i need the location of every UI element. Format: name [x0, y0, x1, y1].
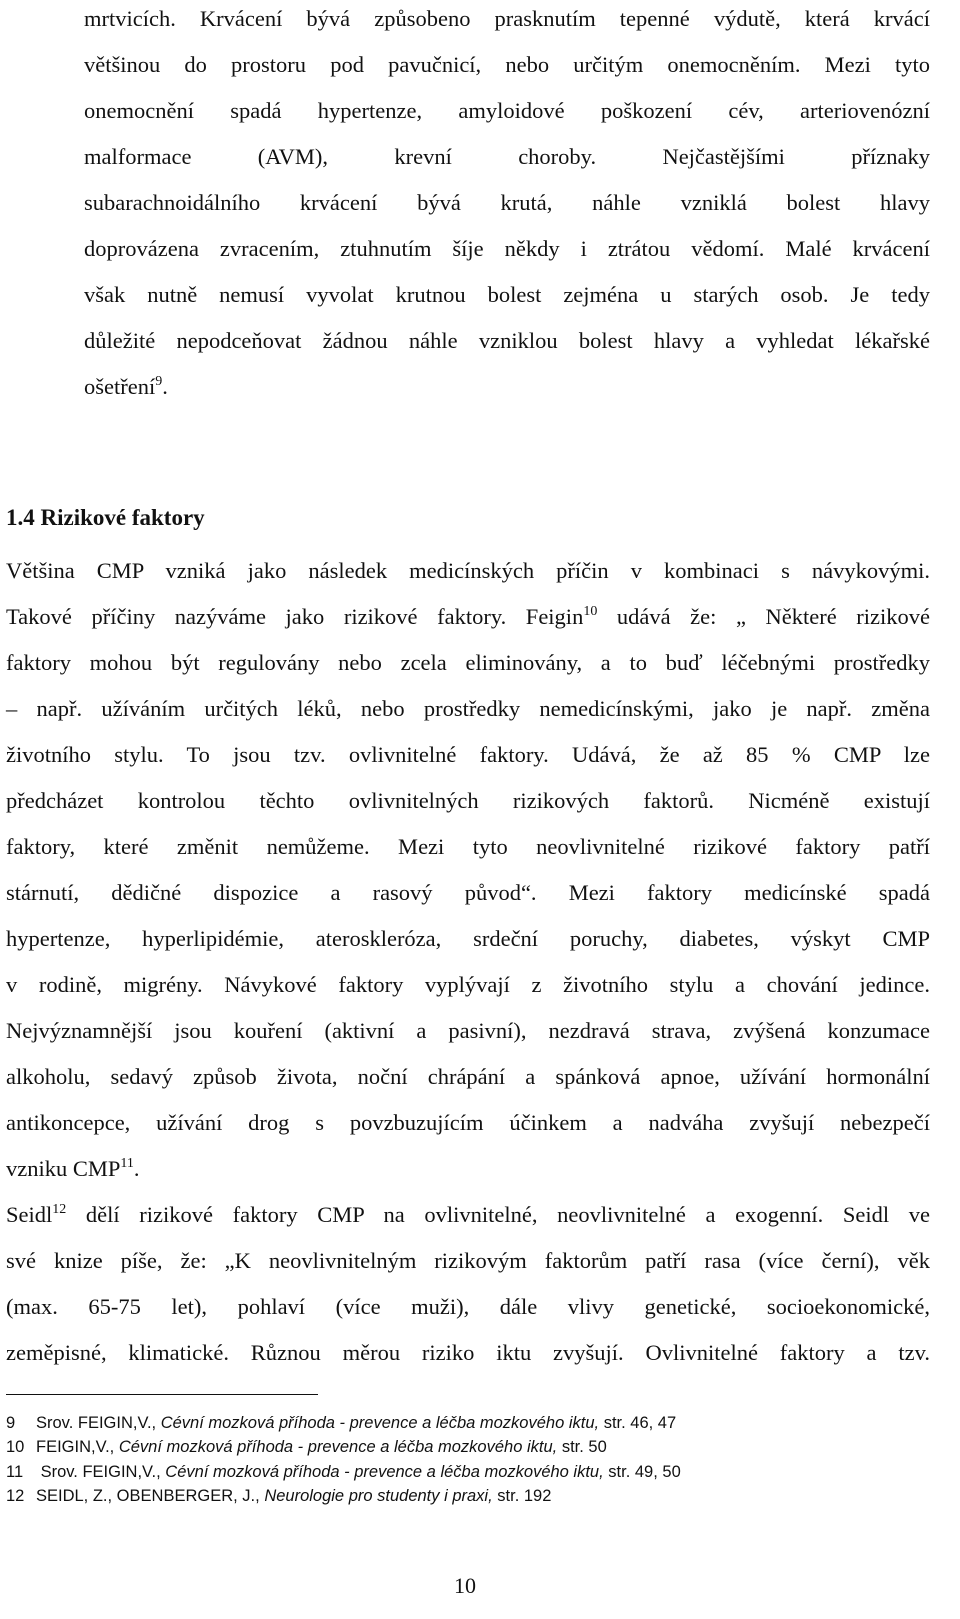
text-line: důležité nepodceňovat žádnou náhle vzniklou bolest hlavy a vyhledat lékařské	[84, 328, 930, 353]
text-line: – např. užíváním určitých léků, nebo prostředky nemedicínskými, jako je např. změna	[6, 696, 930, 721]
text-fragment: Seidl	[6, 1202, 53, 1227]
footnote-number: 11	[6, 1463, 24, 1481]
footnote-author: SEIDL, Z., OBENBERGER, J.,	[36, 1487, 265, 1505]
text-line	[6, 603, 930, 631]
text-fragment: .	[133, 1156, 140, 1181]
footnote-reference: 11	[120, 1156, 134, 1171]
text-line: v rodině, migrény. Návykové faktory vyplývají z životního stylu a chování jedince.	[6, 972, 930, 997]
footnote-reference: 10	[583, 604, 598, 619]
text-line: (max. 65-75 let), pohlaví (více muži), dále vlivy genetické, socioekonomické,	[6, 1294, 930, 1319]
footnote-author: FEIGIN,V.,	[36, 1438, 119, 1456]
text-line: antikoncepce, užívání drog s povzbuzujícím účinkem a nadváha zvyšují nebezpečí	[6, 1110, 930, 1135]
text-line: mrtvicích. Krvácení bývá způsobeno prasknutím tepenné výdutě, která krvácí	[84, 6, 930, 31]
text-line: zeměpisné, klimatické. Různou měrou riziko iktu zvyšují. Ovlivnitelné faktory a tzv.	[6, 1340, 930, 1365]
text-line: předcházet kontrolou těchto ovlivnitelných rizikových faktorů. Nicméně existují	[6, 788, 930, 813]
footnote-author: Srov. FEIGIN,V.,	[36, 1414, 161, 1432]
text-fragment: ošetření	[84, 374, 156, 399]
text-line: faktory mohou být regulovány nebo zcela eliminovány, a to buď léčebnými prostředky	[6, 650, 930, 675]
footnote	[6, 1437, 607, 1457]
text-line: faktory, které změnit nemůžeme. Mezi tyto neovlivnitelné rizikové faktory patří	[6, 834, 930, 859]
text-line: Nejvýznamnější jsou kouření (aktivní a pasivní), nezdravá strava, zvýšená konzumace	[6, 1018, 930, 1043]
text-line: Většina CMP vzniká jako následek medicínských příčin v kombinaci s návykovými.	[6, 558, 930, 583]
footnote-reference: 9	[155, 374, 163, 389]
footnote	[6, 1413, 676, 1433]
footnote-title: Cévní mozková příhoda - prevence a léčba mozkového iktu,	[165, 1463, 604, 1481]
footnote-pages: str. 46, 47	[599, 1414, 677, 1432]
footnote-author: Srov. FEIGIN,V.,	[36, 1463, 166, 1481]
page-number: 10	[454, 1573, 476, 1598]
text-line	[6, 1201, 930, 1229]
footnote-title: Cévní mozková příhoda - prevence a léčba mozkového iktu,	[160, 1414, 600, 1432]
footnote-title: Neurologie pro studenty i praxi,	[264, 1487, 493, 1505]
footnote-pages: str. 50	[557, 1438, 607, 1456]
text-line: malformace (AVM), krevní choroby. Nejčastějšími příznaky	[84, 144, 930, 169]
section-heading: 1.4 Rizikové faktory	[6, 505, 205, 530]
text-line: doprovázena zvracením, ztuhnutím šíje někdy i ztrátou vědomí. Malé krvácení	[84, 236, 930, 261]
footnote	[6, 1462, 681, 1482]
text-line: subarachnoidálního krvácení bývá krutá, náhle vzniklá bolest hlavy	[84, 190, 930, 215]
text-fragment: vzniku CMP	[6, 1156, 121, 1181]
footnote-number: 9	[6, 1414, 16, 1432]
text-line: životního stylu. To jsou tzv. ovlivnitelné faktory. Udává, že až 85 % CMP lze	[6, 742, 930, 767]
footnote-reference: 12	[52, 1202, 67, 1217]
text-line: onemocnění spadá hypertenze, amyloidové poškození cév, arteriovenózní	[84, 98, 930, 123]
footnote	[6, 1486, 551, 1506]
text-fragment: udává že: „ Některé rizikové	[597, 604, 931, 629]
text-line: stárnutí, dědičné dispozice a rasový původ“. Mezi faktory medicínské spadá	[6, 880, 930, 905]
text-fragment: Takové příčiny nazýváme jako rizikové faktory. Feigin	[6, 604, 584, 629]
text-line	[84, 373, 168, 401]
footnote-number: 12	[6, 1487, 25, 1505]
footnote-number: 10	[6, 1438, 25, 1456]
text-line: však nutně nemusí vyvolat krutnou bolest zejména u starých osob. Je tedy	[84, 282, 930, 307]
footnote-divider	[6, 1394, 318, 1395]
text-line: většinou do prostoru pod pavučnicí, nebo určitým onemocněním. Mezi tyto	[84, 52, 930, 77]
text-fragment: .	[162, 374, 168, 399]
footnote-pages: str. 49, 50	[603, 1463, 681, 1481]
text-line: své knize píše, že: „K neovlivnitelným rizikovým faktorům patří rasa (více černí), věk	[6, 1248, 930, 1273]
text-line: alkoholu, sedavý způsob života, noční chrápání a spánková apnoe, užívání hormonální	[6, 1064, 930, 1089]
footnote-title: Cévní mozková příhoda - prevence a léčba mozkového iktu,	[118, 1438, 558, 1456]
text-line: hypertenze, hyperlipidémie, ateroskleróza, srdeční poruchy, diabetes, výskyt CMP	[6, 926, 930, 951]
text-line	[6, 1155, 140, 1183]
text-fragment: dělí rizikové faktory CMP na ovlivnitelné, neovlivnitelné a exogenní. Seidl ve	[66, 1202, 930, 1227]
footnote-pages: str. 192	[492, 1487, 552, 1505]
